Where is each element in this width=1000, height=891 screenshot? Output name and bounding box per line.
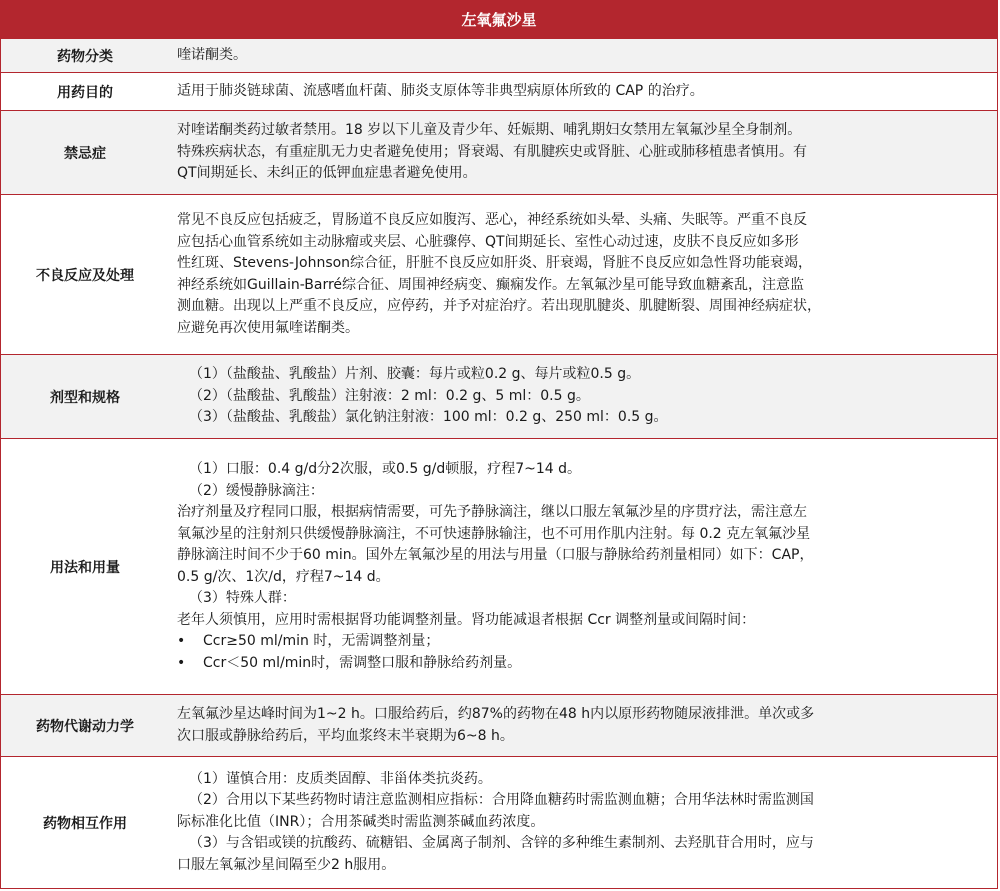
bullet-icon: • (177, 633, 186, 649)
row-label: 用法和用量 (50, 559, 120, 576)
content-line: 特殊疾病状态，有重症肌无力史者避免使用；肾衰竭、有肌腱疾史或肾脏、心脏或肺移植患者慎用。有 (177, 143, 807, 160)
content-line: 氧氟沙星的注射剂只供缓慢静脉滴注，不可快速静脉输注，也不可用作肌内注射。每 0.2 克左氧氟沙星 (177, 525, 811, 542)
row-purpose (1, 72, 997, 110)
row-content (177, 355, 989, 438)
content-line: 老年人须慎用，应用时需根据肾功能调整剂量。肾功能减退者根据 Ccr 调整剂量或间隔时间： (177, 611, 756, 628)
bullet-icon: • (177, 654, 186, 671)
content-line: （1）口服：0.4 g/d分2次服，或0.5 g/d顿服，疗程7~14 d。 (189, 461, 582, 477)
content-line: 际标准化比值（INR）；合用茶碱类时需监测茶碱血药浓度。 (177, 813, 545, 830)
table-title: 左氧氟沙星 (1, 1, 997, 38)
row-category (1, 38, 997, 72)
content-line: 静脉滴注时间不少于60 min。国外左氧氟沙星的用法与用量（口服与静脉给药剂量相同）如下：CAP， (177, 547, 814, 563)
content-line: 对喹诺酮类药过敏者禁用。18 岁以下儿童及青少年、妊娠期、哺乳期妇女禁用左氧氟沙星全身制剂。 (177, 122, 802, 139)
row-label: 药物分类 (57, 48, 113, 65)
bullet-item (177, 653, 989, 675)
content-line: 测血糖。出现以上严重不良反应，应停药，并予对症治疗。若出现肌腱炎、肌腱断裂、周围神经病症状， (177, 298, 821, 314)
row-content (177, 73, 989, 110)
content-line: 神经系统如Guillain-Barré综合征、周围神经病变、癫痫发作。左氧氟沙星可能导致血糖紊乱，注意监 (177, 276, 805, 293)
content-line: 应避免再次使用氟喹诺酮类。 (177, 319, 359, 336)
row-label: 禁忌症 (64, 145, 106, 162)
content-line: 适用于肺炎链球菌、流感嗜血杆菌、肺炎支原体等非典型病原体所致的 CAP 的治疗。 (177, 82, 704, 99)
content-line: 性红斑、Stevens-Johnson综合征，肝脏不良反应如肝炎、肝衰竭，肾脏不良反应如急性肾功能衰竭， (177, 255, 813, 271)
bullet-text: Ccr≥50 ml/min 时，无需调整剂量； (203, 633, 440, 649)
content-line: （3）（盐酸盐、乳酸盐）氯化钠注射液：100 ml：0.2 g、250 ml：0.5 g。 (189, 409, 668, 426)
row-content (177, 757, 989, 888)
content-line: 治疗剂量及疗程同口服，根据病情需要，可先予静脉滴注，继以口服左氧氟沙星的序贯疗法，需注意左 (177, 504, 807, 520)
content-line: （1）（盐酸盐、乳酸盐）片剂、胶囊：每片或粒0.2 g、每片或粒0.5 g。 (189, 366, 641, 383)
row-label: 不良反应及处理 (36, 267, 134, 284)
row-label: 药物代谢动力学 (36, 718, 134, 735)
row-label: 药物相互作用 (43, 815, 127, 832)
row-content (177, 39, 989, 72)
row-content (177, 439, 989, 694)
content-line: （3）特殊人群： (189, 590, 296, 606)
bullet-item (177, 631, 989, 653)
row-content (177, 111, 989, 194)
content-line: QT间期延长、未纠正的低钾血症患者避免使用。 (177, 165, 477, 182)
content-line: 次口服或静脉给药后，平均血浆终末半衰期为6~8 h。 (177, 727, 514, 744)
row-label: 剂型和规格 (50, 389, 120, 406)
content-line: （2）合用以下某些药物时请注意监测相应指标：合用降血糖药时需监测血糖；合用华法林时需监测国 (189, 792, 814, 809)
content-line: （1）谨慎合用：皮质类固醇、非甾体类抗炎药。 (189, 770, 492, 787)
content-line: （2）（盐酸盐、乳酸盐）注射液：2 ml：0.2 g、5 ml：0.5 g。 (189, 387, 590, 404)
row-adverse-reactions (1, 194, 997, 354)
content-line: 应包括心血管系统如主动脉瘤或夹层、心脏骤停、QT间期延长、室性心动过速，皮肤不良反应如多形 (177, 233, 799, 250)
content-line: 喹诺酮类。 (177, 46, 247, 63)
row-interactions (1, 756, 997, 888)
row-pharmacokinetics (1, 694, 997, 756)
row-label: 用药目的 (57, 84, 113, 101)
row-contraindications (1, 110, 997, 194)
row-dosage-form (1, 354, 997, 438)
content-line: 左氧氟沙星达峰时间为1~2 h。口服给药后，约87%的药物在48 h内以原形药物随尿液排泄。单次或多 (177, 706, 815, 722)
row-content (177, 195, 989, 354)
content-line: 常见不良反应包括疲乏，胃肠道不良反应如腹泻、恶心，神经系统如头晕、头痛、失眠等。严重不良反 (177, 212, 807, 228)
content-line: 口服左氧氟沙星间隔至少2 h服用。 (177, 856, 396, 873)
content-line: （2）缓慢静脉滴注： (189, 482, 324, 499)
content-line: （3）与含铝或镁的抗酸药、硫糖铝、金属离子制剂、含锌的多种维生素制剂、去羟肌苷合用时，应与 (189, 835, 814, 852)
row-usage (1, 438, 997, 694)
content-line: 0.5 g/次、1次/d，疗程7~14 d。 (177, 568, 390, 585)
row-content (177, 695, 989, 756)
bullet-text: Ccr＜50 ml/min时，需调整口服和静脉给药剂量。 (203, 654, 522, 671)
